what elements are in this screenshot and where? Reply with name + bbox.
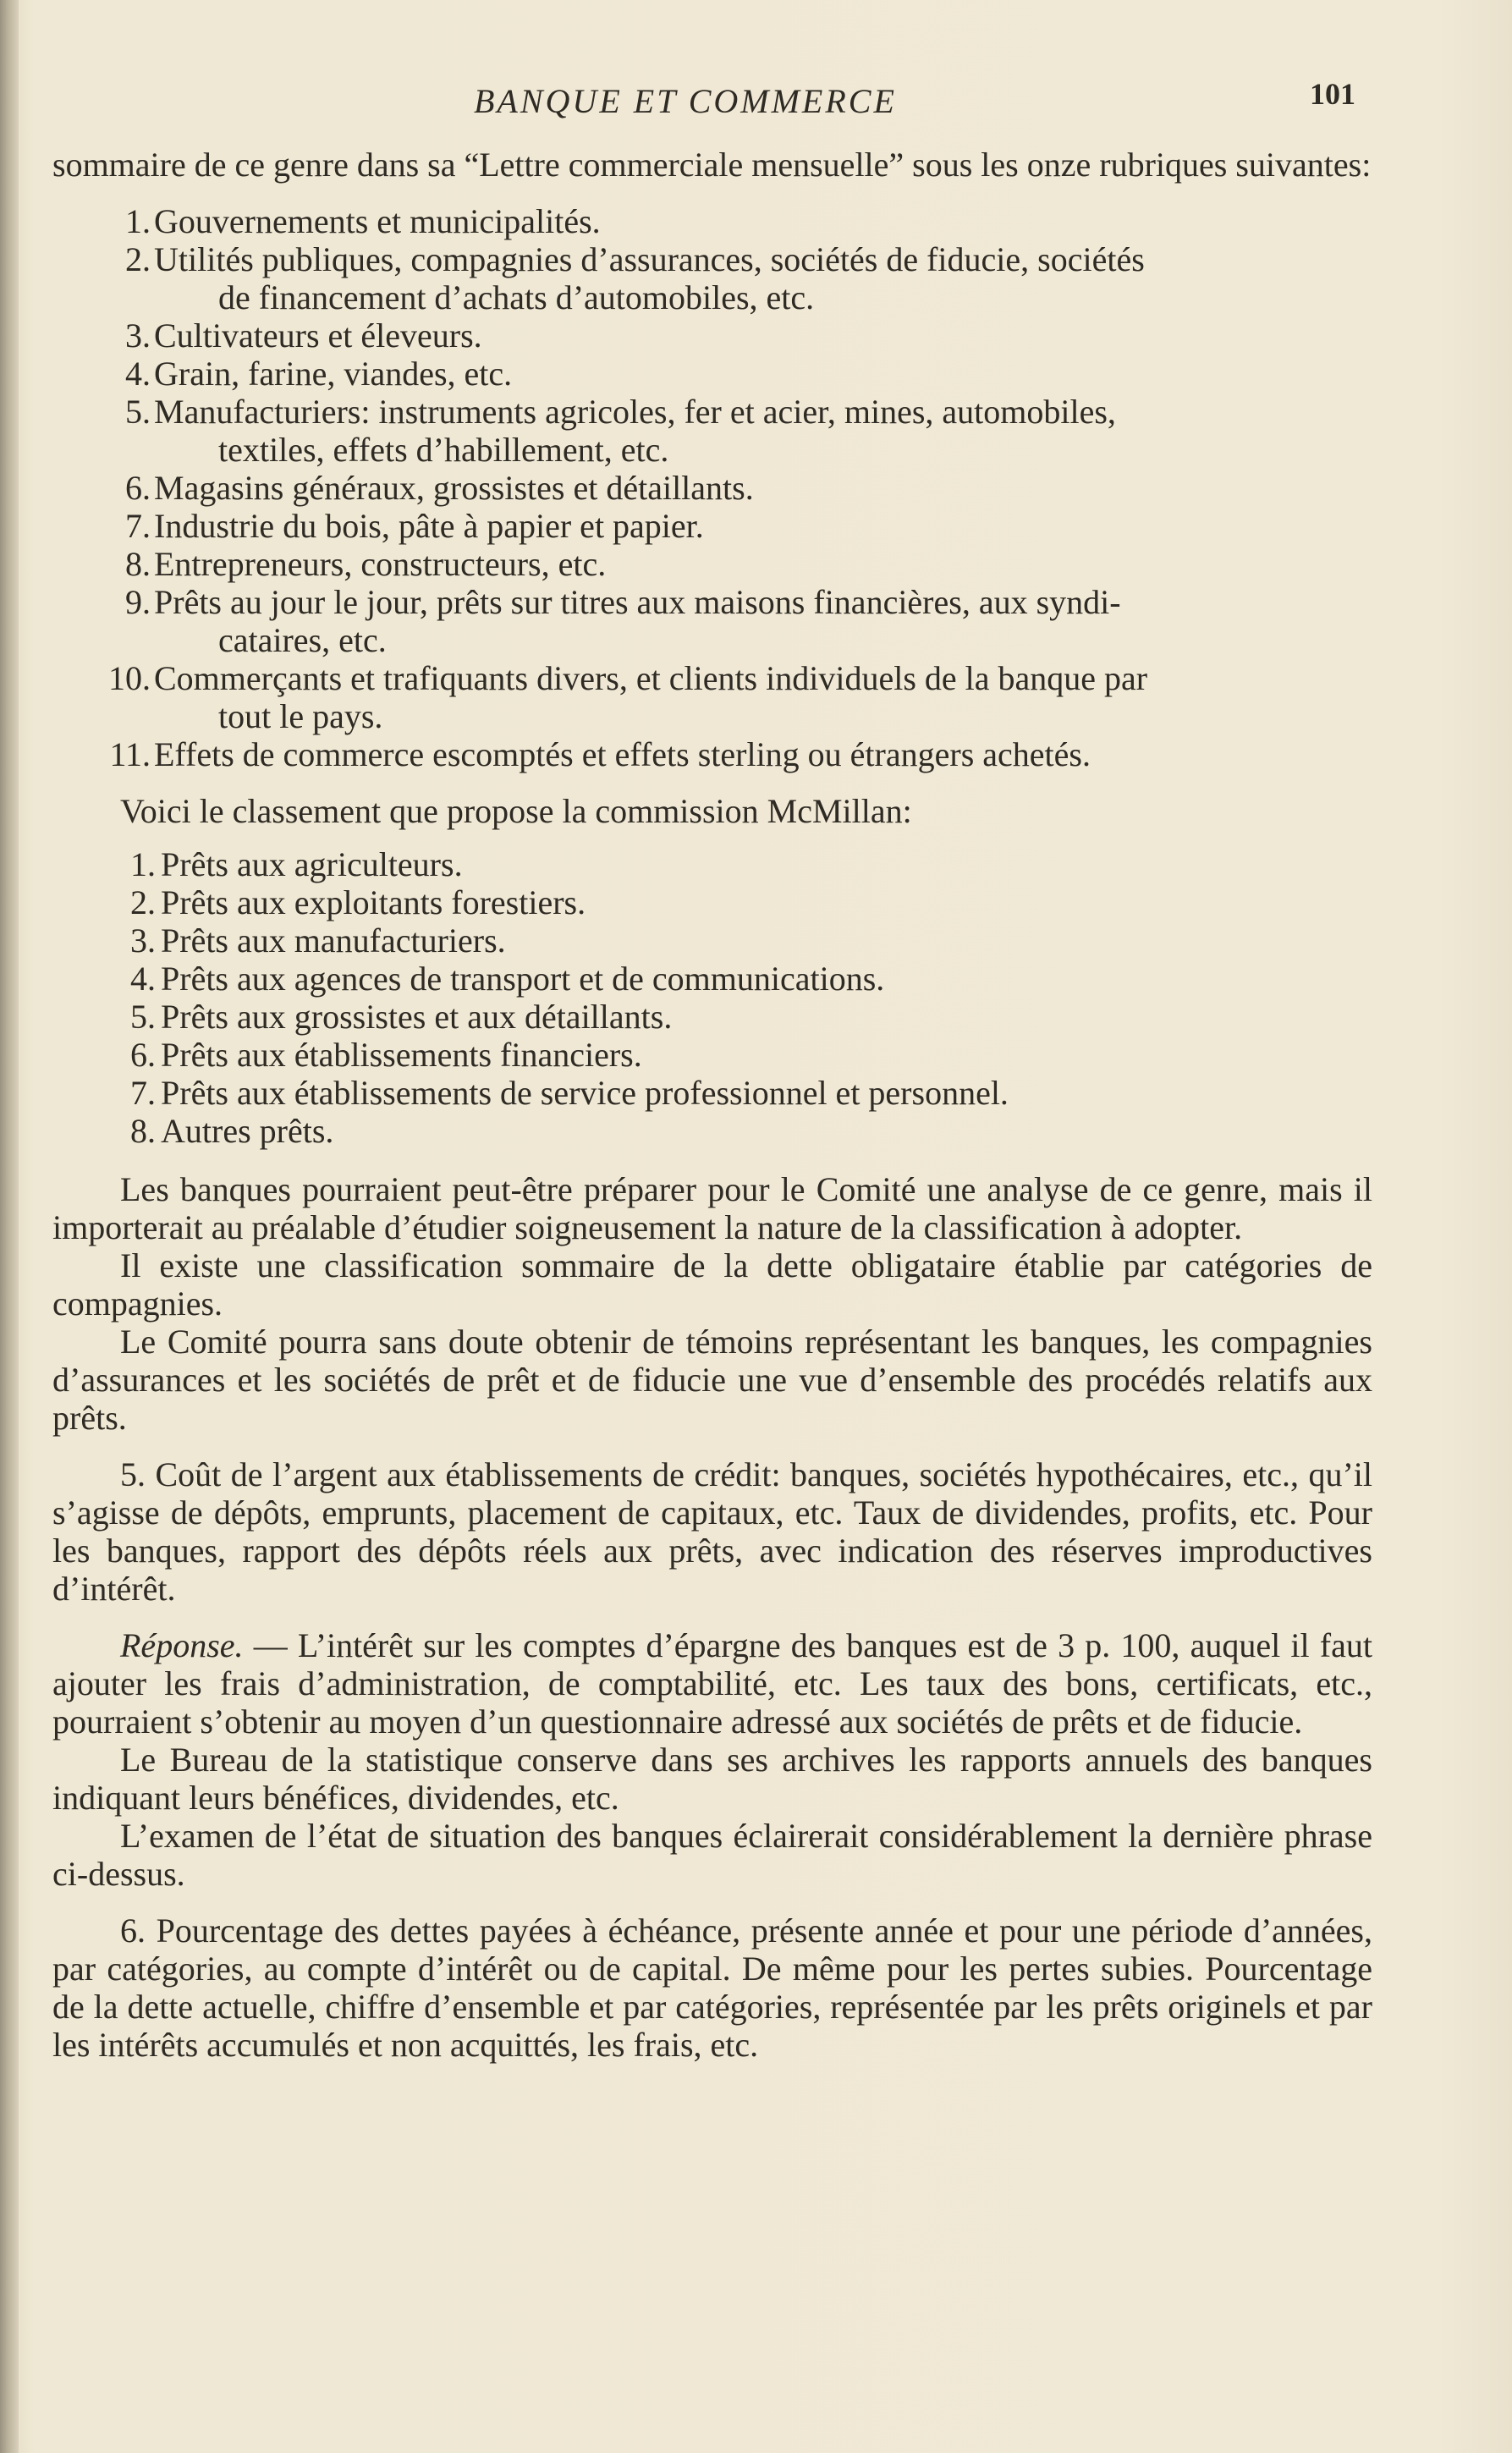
list-item-continuation: cataires, etc. bbox=[218, 621, 387, 659]
list-item-text: Prêts aux agriculteurs. bbox=[161, 845, 463, 883]
list-item-text: Utilités publiques, compagnies d’assurances, sociétés de fiducie, sociétés bbox=[154, 240, 1145, 278]
list-item-text: Prêts aux manufacturiers. bbox=[161, 921, 506, 960]
reponse-text: — L’intérêt sur les comptes d’épargne des banques est de 3 p. 100, auquel il faut ajouter les frais d’administration, de comptabilité, etc. Les taux des bons, certificats, etc., pourraient s’obtenir au moyen d’un questionnaire adressé aux sociétés de prêts et de fiducie. bbox=[52, 1626, 1372, 1741]
list-item-text: Commerçants et trafiquants divers, et clients individuels de la banque par bbox=[154, 659, 1148, 697]
list-item bbox=[52, 1036, 1372, 1074]
list-item bbox=[52, 469, 1372, 507]
list-item-text: Manufacturiers: instruments agricoles, fer et acier, mines, automobiles, bbox=[154, 393, 1116, 431]
list-item-text: Entrepreneurs, constructeurs, etc. bbox=[154, 545, 607, 583]
list-item-text: Magasins généraux, grossistes et détaillants. bbox=[154, 469, 754, 507]
reponse-paragraph bbox=[52, 1626, 1372, 1741]
body-paragraph: Les banques pourraient peut-être préparer pour le Comité une analyse de ce genre, mais il importerait au préalable d’étudier soigneusement la nature de la classification à adopter. bbox=[52, 1170, 1372, 1246]
list-item-number: 9. bbox=[125, 583, 151, 621]
mcmillan-intro: Voici le classement que propose la commission McMillan: bbox=[120, 792, 912, 830]
list-item-number: 2. bbox=[125, 240, 151, 278]
list-item-text: Grain, farine, viandes, etc. bbox=[154, 355, 513, 393]
list-item bbox=[52, 960, 1372, 998]
reponse-label: Réponse. bbox=[120, 1626, 244, 1664]
list-item bbox=[52, 921, 1372, 960]
list-item-number: 4. bbox=[125, 355, 151, 393]
list-item-text: Industrie du bois, pâte à papier et papier. bbox=[154, 507, 704, 545]
list-item-number: 5. bbox=[130, 998, 156, 1036]
body-paragraph: Le Bureau de la statistique conserve dans ses archives les rapports annuels des banques indiquant leurs bénéfices, dividendes, etc. bbox=[52, 1741, 1372, 1817]
list-item-number: 8. bbox=[130, 1112, 156, 1150]
list-item-number: 5. bbox=[125, 393, 151, 431]
list-item-continuation: de financement d’achats d’automobiles, etc. bbox=[218, 278, 815, 316]
list-item-number: 11. bbox=[109, 735, 151, 773]
list-item bbox=[52, 845, 1372, 883]
list-item-number: 1. bbox=[130, 845, 156, 883]
list-item-number: 2. bbox=[130, 883, 156, 921]
list-item-text: Prêts aux établissements financiers. bbox=[161, 1036, 642, 1074]
list-item-text: Prêts aux grossistes et aux détaillants. bbox=[161, 998, 673, 1036]
list-item-continuation: tout le pays. bbox=[218, 697, 383, 735]
list-item-text: Cultivateurs et éleveurs. bbox=[154, 316, 482, 355]
list-item-number: 6. bbox=[130, 1036, 156, 1074]
list-item bbox=[52, 583, 1372, 659]
list-item-number: 6. bbox=[125, 469, 151, 507]
list-item-number: 1. bbox=[125, 202, 151, 240]
list-item-number: 3. bbox=[125, 316, 151, 355]
rubriques-list bbox=[52, 202, 1372, 773]
body-paragraph: L’examen de l’état de situation des banques éclairerait considérablement la dernière phrase ci-dessus. bbox=[52, 1817, 1372, 1893]
list-item-number: 7. bbox=[125, 507, 151, 545]
book-binding-edge bbox=[0, 0, 19, 2453]
list-item bbox=[52, 883, 1372, 921]
page-number: 101 bbox=[1310, 77, 1355, 111]
list-item bbox=[52, 1074, 1372, 1112]
body-paragraph: Il existe une classification sommaire de la dette obligataire établie par catégories de compagnies. bbox=[52, 1246, 1372, 1323]
question-6: 6. Pourcentage des dettes payées à échéance, présente année et pour une période d’années, par catégories, au compte d’intérêt ou de capital. De même pour les pertes subies. Pourcentage de la dette actuelle, chiffre d’ensemble et par catégories, représentée par les prêts originels et par les intérêts accumulés et non acquittés, les frais, etc. bbox=[52, 1911, 1372, 2064]
list-item bbox=[52, 998, 1372, 1036]
body-paragraph: Le Comité pourra sans doute obtenir de témoins représentant les banques, les compagnies d’assurances et les sociétés de prêt et de fiducie une vue d’ensemble des procédés relatifs aux prêts. bbox=[52, 1323, 1372, 1437]
list-item-text: Gouvernements et municipalités. bbox=[154, 202, 601, 240]
list-item bbox=[52, 393, 1372, 469]
list-item bbox=[52, 202, 1372, 240]
list-item bbox=[52, 735, 1372, 773]
list-item-number: 7. bbox=[130, 1074, 156, 1112]
list-item-text: Prêts aux établissements de service professionnel et personnel. bbox=[161, 1074, 1009, 1112]
list-item-text: Autres prêts. bbox=[161, 1112, 334, 1150]
page-body bbox=[52, 146, 1372, 2064]
list-item-number: 10. bbox=[108, 659, 151, 697]
list-item-number: 3. bbox=[130, 921, 156, 960]
list-item bbox=[52, 545, 1372, 583]
question-5: 5. Coût de l’argent aux établissements de crédit: banques, sociétés hypothécaires, etc., qu’il s’agisse de dépôts, emprunts, placement de capitaux, etc. Taux de dividendes, profits, etc. Pour les banques, rapport des dépôts réels aux prêts, avec indication des réserves improductives d’intérêt. bbox=[52, 1455, 1372, 1608]
running-title: BANQUE ET COMMERCE bbox=[474, 82, 897, 120]
list-item-text: Prêts au jour le jour, prêts sur titres aux maisons financières, aux syndi- bbox=[154, 583, 1121, 621]
list-item-number: 4. bbox=[130, 960, 156, 998]
list-item-text: Prêts aux exploitants forestiers. bbox=[161, 883, 586, 921]
list-item bbox=[52, 240, 1372, 316]
list-item bbox=[52, 355, 1372, 393]
list-item bbox=[52, 1112, 1372, 1150]
list-item bbox=[52, 659, 1372, 735]
mcmillan-list bbox=[52, 845, 1372, 1150]
list-item-continuation: textiles, effets d’habillement, etc. bbox=[218, 431, 669, 469]
list-item bbox=[52, 316, 1372, 355]
list-item-text: Effets de commerce escomptés et effets sterling ou étrangers achetés. bbox=[154, 735, 1091, 773]
list-item-text: Prêts aux agences de transport et de communications. bbox=[161, 960, 885, 998]
intro-paragraph: sommaire de ce genre dans sa “Lettre commerciale mensuelle” sous les onze rubriques suivantes: bbox=[52, 146, 1372, 184]
page-header bbox=[0, 77, 1512, 124]
list-item bbox=[52, 507, 1372, 545]
list-item-number: 8. bbox=[125, 545, 151, 583]
